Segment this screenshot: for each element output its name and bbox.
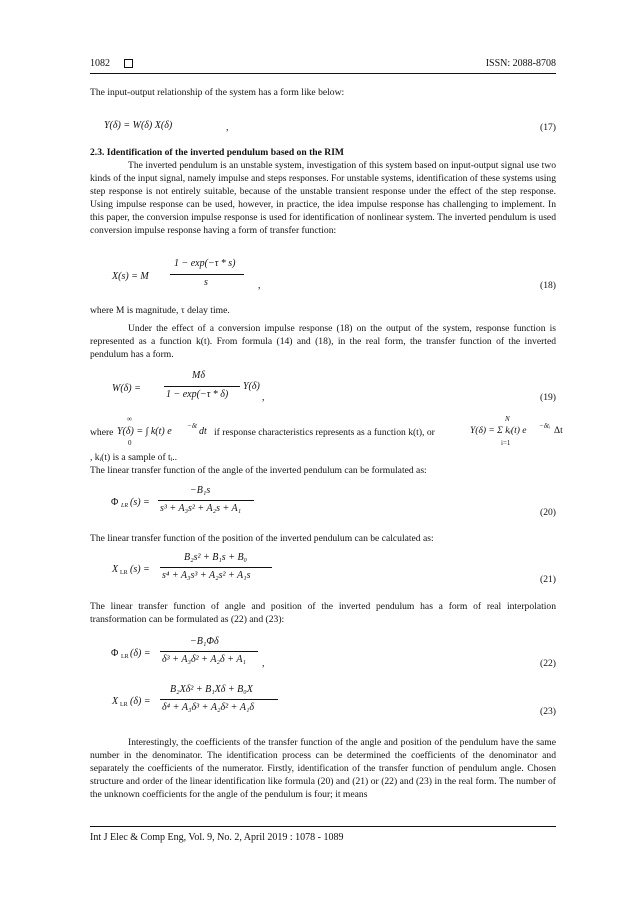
equation-23: X LR (δ) = B₂Xδ² + B₁Xδ + B₀X δ⁴ + A₃δ³ + A₂δ² + A₁δ (23) — [112, 684, 556, 717]
equation-number-18: (18) — [540, 280, 556, 291]
paragraph-sample: , kᵢ(t) is a sample of tᵢ.. — [90, 452, 178, 463]
equation-22: Φ LR (δ) = −B₁Φδ δ³ + A₃δ² + A₂δ + A₁ , (22) — [111, 636, 556, 669]
paragraph-response-function: Under the effect of a conversion impulse response (18) on the output of the system, response function is represented as a function k(t). From formula (14) and (18), in the real form, the transfer function of the inverted pendulum has a form. — [90, 323, 556, 361]
paragraph-angle-transfer: The linear transfer function of the angle of the inverted pendulum can be formulated as: — [90, 465, 427, 476]
equation-20: Φ LR (s) = −B₁s s³ + A₃s² + A₂s + A₁ (20) — [111, 485, 556, 518]
equation-number-23: (23) — [540, 706, 556, 717]
paragraph-interpolation: The linear transfer function of angle and position of the inverted pendulum has a form of real interpolation transformation can be formulated as (22) and (23): — [90, 601, 556, 626]
equation-number-20: (20) — [540, 507, 556, 518]
response-characteristics-line: where ∞ Y(δ) = ∫ k(t) e −δt dt 0 if response characteristics represents as a function k(t), or N Y(δ) = Σ kᵢ(t) e −δtᵢ Δt i=1 — [90, 415, 563, 447]
issn: ISSN: 2088-8708 — [485, 58, 556, 69]
equation-19: W(δ) = Mδ 1 − exp(−τ * δ) Y(δ) , (19) — [112, 370, 556, 403]
checkbox-icon — [124, 59, 133, 68]
equation-number-22: (22) — [540, 658, 556, 669]
page-number: 1082 — [90, 58, 110, 69]
equation-number-21: (21) — [540, 574, 556, 585]
equation-21: X LR (s) = B₂s² + B₁s + B₀ s⁴ + A₃s³ + A₂s² + A₁s (21) — [112, 552, 556, 585]
equation-number-19: (19) — [540, 392, 556, 403]
equation-18: X(s) = M 1 − exp(−τ * s) s , (18) — [112, 258, 556, 291]
paragraph-magnitude: where M is magnitude, τ delay time. — [90, 305, 230, 316]
paragraph-coefficients: Interestingly, the coefficients of the transfer function of the angle and position of the pendulum have the same number in the denominator. The identification process can be determined the coefficients of the denominator and separately the coefficients of the numerator. Firstly, identification of the transfer function of pendulum angle. Chosen structure and order of the linear identification like formula (20) and (21) or (22) and (23) in the real form. The number of the unknown coefficients for the angle of the pendulum is four; it means — [90, 737, 556, 801]
equation-number-17: (17) — [540, 122, 556, 133]
header-rule — [90, 73, 556, 74]
section-heading: 2.3. Identification of the inverted pendulum based on the RIM — [90, 147, 344, 158]
footer-rule — [90, 826, 556, 827]
equation-17: Y(δ) = W(δ) X(δ) , (17) — [104, 120, 556, 133]
paragraph-inverted-pendulum: The inverted pendulum is an unstable system, investigation of this system based on input-output signal use two kinds of the input signal, namely impulse and steps responses. For unstable systems, identification of these systems using step response is not entirely suitable, because of the unstable transient response under the effect of the step response. Using impulse response can be used, however, in practice, the idea impulse response has challenging to implement. In this paper, the conversion impulse response is used for identification of nonlinear system. The inverted pendulum is used conversion impulse response having a form of transfer function: — [90, 160, 556, 237]
paragraph-position-transfer: The linear transfer function of the position of the inverted pendulum can be calculated as: — [90, 533, 434, 544]
footer-citation: Int J Elec & Comp Eng, Vol. 9, No. 2, April 2019 : 1078 - 1089 — [90, 832, 344, 843]
paragraph-io-relationship: The input-output relationship of the system has a form like below: — [90, 87, 345, 98]
